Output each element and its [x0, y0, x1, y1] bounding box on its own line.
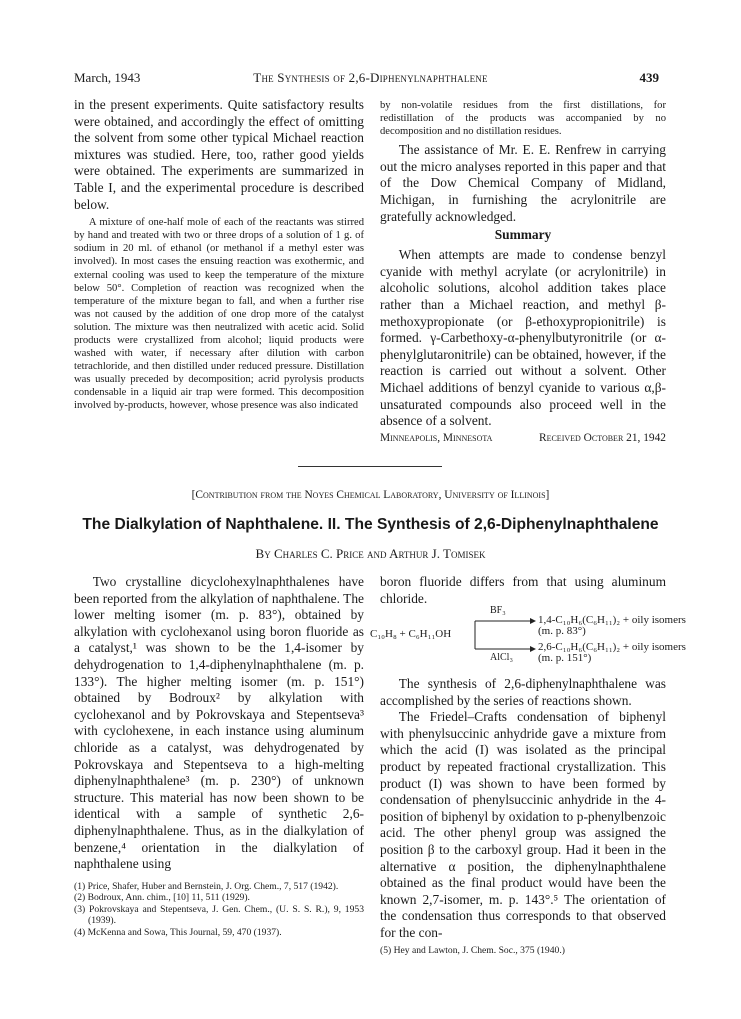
- article-right-column-top: [380, 574, 666, 607]
- article-title: The Dialkylation of Naphthalene. II. The Synthesis of 2,6-Diphenylnaphthalene: [82, 516, 659, 533]
- mp-83: (m. p. 83°): [538, 625, 586, 637]
- reaction-equation: [370, 605, 686, 669]
- footnote-4: (4) McKenna and Sowa, This Journal, 59, 470 (1937).: [74, 927, 282, 939]
- prev-right-small-text: by non-volatile residues from the first distillations, for redistillation of the products was accompanied by no decomposition and no distillation residues.: [380, 100, 666, 138]
- acknowledgment-paragraph: The assistance of Mr. E. E. Renfrew in carrying out the micro analyses reported in this paper and that of the Dow Chemical Company of Midland, Michigan, in furnishing the acrylonitrile are gratefully acknowledged.: [380, 142, 666, 224]
- intro-paragraph: Two crystalline dicyclohexylnaphthalenes have been reported from the alkylation of naphthalene. The lower melting isomer (m. p. 83°), obtained by alkylation with cyclohexanol using boron fluoride as a catalyst,¹ was shown to be the 1,4-isomer by dehydrogenation to 1,4-diphenylnaphthalene (m. p. 133°). The higher melting isomer (m. p. 151°) obtained by Bodroux² by alkylation with cyclohexanol and by Pokrovskaya and Stepentseva³ with cyclohexene, in each instance using aluminum chloride as a catalyst, was dehydrogenated by Pokrovskaya and Stepentseva to a high-melting diphenylnaphthalene³ (m. p. 230°) of unknown structure. This material has now been shown to be identical with a sample of synthetic 2,6-diphenylnaphthalene. Thus, as in the dialkylation of benzene,⁴ orientation in the dialkylation of naphthalene using: [74, 574, 364, 872]
- catalyst-bf3: BF₃: [490, 605, 506, 616]
- prev-experimental-procedure: A mixture of one-half mole of each of the reactants was stirred by hand and treated with two or three drops of a solution of 1 g. of sodium in 20 ml. of ethanol (or methanol if a methyl ester was involved). In most cases the ensuing reaction was exothermic, and external cooling was used to keep the temperature of the mixture below 50°. Completion of reaction was recognized when the temperature of the mixture began to fall, and when a further rise was not caused by the addition of one drop more of the catalyst solution. The mixture was then neutralized with acetic acid. Solid products were crystallized from alcohol; liquid products were washed with water, if necessary after dilution with carbon tetrachloride, and then distilled under reduced pressure. Distillation was usually preceded by decomposition; acrid pyrolysis products condensable in a liquid air trap were formed. This decomposition involved by-products, however, whose presence was also indicated: [74, 217, 364, 412]
- catalyst-alcl3: AlCl₃: [490, 652, 513, 663]
- footnote-5: (5) Hey and Lawton, J. Chem. Soc., 375 (1940.): [380, 944, 565, 956]
- location-text: Minneapolis, Minnesota: [380, 431, 493, 444]
- friedel-crafts-paragraph: The Friedel–Crafts condensation of biphenyl with phenylsuccinic anhydride gave a mixture from which the acid (I) was isolated as the principal product by repeated fractional crystallization. This product (I) was shown to have been formed by condensation of phenylsuccinic anhydride in the 4-position of biphenyl by oxidation to p-phenylbenzoic acid. The other phenyl group was assigned the position β to the carboxyl group. Had it been in the alternative α position, the diphenylnaphthalene obtained as the final product would have been the known 2,7-isomer, m. p. 143°.⁵ The orientation of the condensation thus corresponds to that observed for the con-: [380, 709, 666, 940]
- product-1-4: 1,4-C₁₀H₆(C₆H₁₁)₂ + oily isomers: [538, 614, 686, 626]
- summary-heading: Summary: [494, 227, 552, 243]
- contribution-line: [Contribution from the Noyes Chemical Laboratory, University of Illinois]: [191, 489, 550, 501]
- right-intro-text: boron fluoride differs from that using aluminum chloride.: [380, 574, 666, 606]
- prev-left-paragraph: in the present experiments. Quite satisfactory results were obtained, and accordingly the effect of omitting the solvent from some other typical Michael reaction mixtures was studied. Here, too, rather good yields were obtained. The experiments are summarized in Table I, and the experimental procedure is described below.: [74, 97, 364, 212]
- synthesis-paragraph: The synthesis of 2,6-diphenylnaphthalene was accomplished by the series of reactions shown.: [380, 676, 666, 708]
- product-2-6: 2,6-C₁₀H₆(C₆H₁₁)₂ + oily isomers: [538, 641, 686, 653]
- footnotes-left: [74, 881, 364, 939]
- received-line: [380, 432, 666, 444]
- article-byline: By Charles C. Price and Arthur J. Tomisek: [255, 546, 486, 561]
- section-divider: [298, 466, 442, 467]
- running-title: The Synthesis of 2,6-Diphenylnaphthalene: [253, 70, 488, 85]
- received-date: Received October 21, 1942: [538, 431, 666, 444]
- footnote-2: (2) Bodroux, Ann. chim., [10] 11, 511 (1929).: [74, 892, 250, 904]
- summary-paragraph: When attempts are made to condense benzyl cyanide with methyl acrylate (or acrylonitrile) in alcoholic solutions, alcohol addition takes place rather than a Michael reaction, and methyl β-methoxypropionate (or β-ethoxypropionitrile) is formed. γ-Carbethoxy-α-phenylbutyronitrile (or α-phenylglutaronitrile) can be obtained, however, if the reaction is carried out without a solvent. Other Michael additions of benzyl cyanide to various α,β-unsaturated compounds also proceed well in the absence of a solvent.: [380, 247, 666, 429]
- header-date: March, 1943: [74, 70, 141, 85]
- reactants: C₁₀H₈ + C₆H₁₁OH: [370, 628, 452, 640]
- mp-151: (m. p. 151°): [538, 652, 592, 664]
- prev-article-right-column: [380, 99, 666, 444]
- footnote-1: (1) Price, Shafer, Huber and Bernstein, J. Org. Chem., 7, 517 (1942).: [74, 880, 339, 892]
- prev-article-left-column: [74, 97, 364, 413]
- page-number: 439: [639, 70, 659, 85]
- article-left-column: [74, 574, 364, 939]
- footnote-3: (3) Pokrovskaya and Stepentseva, J. Gen. Chem., (U. S. S. R.), 9, 1953 (1939).: [74, 903, 364, 927]
- article-right-column-bottom: [380, 676, 666, 956]
